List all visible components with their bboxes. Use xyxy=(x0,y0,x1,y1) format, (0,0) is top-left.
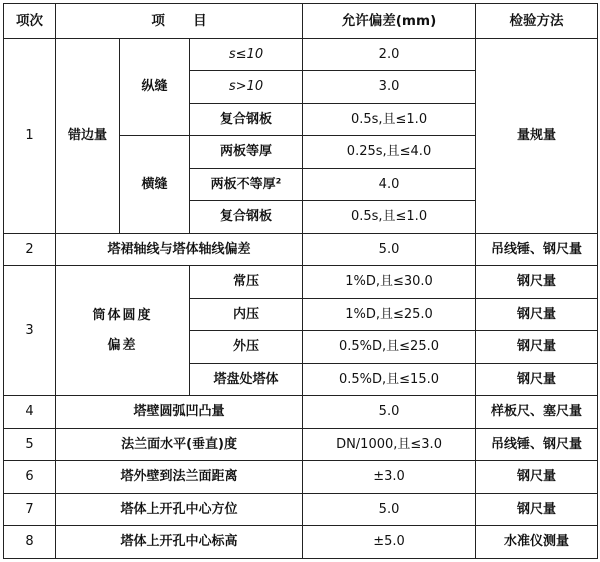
table-row xyxy=(4,396,598,429)
cell-subgroup: 横缝 xyxy=(120,136,190,234)
cell-value: DN/1000,且≤3.0 xyxy=(303,428,476,461)
cell-value: 1%D,且≤25.0 xyxy=(303,298,476,331)
cell-group-text: 筒体圆度偏差 xyxy=(92,307,153,353)
header-item: 项 目 xyxy=(56,4,303,39)
cell-value: 4.0 xyxy=(303,168,476,201)
cell-item: 塔外壁到法兰面距离 xyxy=(56,461,303,494)
table-row xyxy=(4,428,598,461)
cell-group xyxy=(56,266,190,396)
header-no: 项次 xyxy=(4,4,56,39)
cell-method: 钢尺量 xyxy=(476,266,598,299)
cell-no: 4 xyxy=(4,396,56,429)
table-row xyxy=(4,38,598,71)
cell-value: 0.5%D,且≤25.0 xyxy=(303,331,476,364)
table-row xyxy=(4,233,598,266)
cell-value: 5.0 xyxy=(303,493,476,526)
cell-no: 5 xyxy=(4,428,56,461)
cell-value: ±3.0 xyxy=(303,461,476,494)
table-row xyxy=(4,526,598,559)
cell-method: 吊线锤、钢尺量 xyxy=(476,233,598,266)
tolerance-table xyxy=(3,3,598,559)
cell-subgroup: 纵缝 xyxy=(120,38,190,136)
cell-method: 钢尺量 xyxy=(476,493,598,526)
cell-value: 0.25s,且≤4.0 xyxy=(303,136,476,169)
cell-label: 外压 xyxy=(190,331,303,364)
cell-value: 1%D,且≤30.0 xyxy=(303,266,476,299)
cell-method: 吊线锤、钢尺量 xyxy=(476,428,598,461)
cell-no: 1 xyxy=(4,38,56,233)
cell-item: 塔体上开孔中心标高 xyxy=(56,526,303,559)
cell-item: 法兰面水平(垂直)度 xyxy=(56,428,303,461)
cell-label: 复合钢板 xyxy=(190,103,303,136)
cell-method: 样板尺、塞尺量 xyxy=(476,396,598,429)
cell-value: 2.0 xyxy=(303,38,476,71)
cell-no: 7 xyxy=(4,493,56,526)
cell-group: 错边量 xyxy=(56,38,120,233)
cell-no: 6 xyxy=(4,461,56,494)
header-tolerance: 允许偏差(mm) xyxy=(303,4,476,39)
cell-item: 塔体上开孔中心方位 xyxy=(56,493,303,526)
cell-value: 0.5s,且≤1.0 xyxy=(303,201,476,234)
cell-label: s>10 xyxy=(190,71,303,104)
table-row xyxy=(4,461,598,494)
cell-value: 0.5%D,且≤15.0 xyxy=(303,363,476,396)
header-method: 检验方法 xyxy=(476,4,598,39)
cell-label: 塔盘处塔体 xyxy=(190,363,303,396)
cell-value: 0.5s,且≤1.0 xyxy=(303,103,476,136)
cell-method: 钢尺量 xyxy=(476,298,598,331)
cell-method: 钢尺量 xyxy=(476,461,598,494)
table-row xyxy=(4,266,598,299)
cell-value: ±5.0 xyxy=(303,526,476,559)
cell-label: s≤10 xyxy=(190,38,303,71)
cell-label: 复合钢板 xyxy=(190,201,303,234)
cell-value: 3.0 xyxy=(303,71,476,104)
cell-item: 塔裙轴线与塔体轴线偏差 xyxy=(56,233,303,266)
cell-item: 塔壁圆弧凹凸量 xyxy=(56,396,303,429)
table-row xyxy=(4,493,598,526)
cell-no: 8 xyxy=(4,526,56,559)
cell-method: 钢尺量 xyxy=(476,363,598,396)
header-row xyxy=(4,4,598,39)
cell-no: 2 xyxy=(4,233,56,266)
cell-value: 5.0 xyxy=(303,233,476,266)
cell-label: 两板不等厚² xyxy=(190,168,303,201)
cell-method: 钢尺量 xyxy=(476,331,598,364)
cell-method: 量规量 xyxy=(476,38,598,233)
cell-no: 3 xyxy=(4,266,56,396)
cell-method: 水准仪测量 xyxy=(476,526,598,559)
cell-label: 两板等厚 xyxy=(190,136,303,169)
cell-label: 内压 xyxy=(190,298,303,331)
cell-label: 常压 xyxy=(190,266,303,299)
cell-value: 5.0 xyxy=(303,396,476,429)
